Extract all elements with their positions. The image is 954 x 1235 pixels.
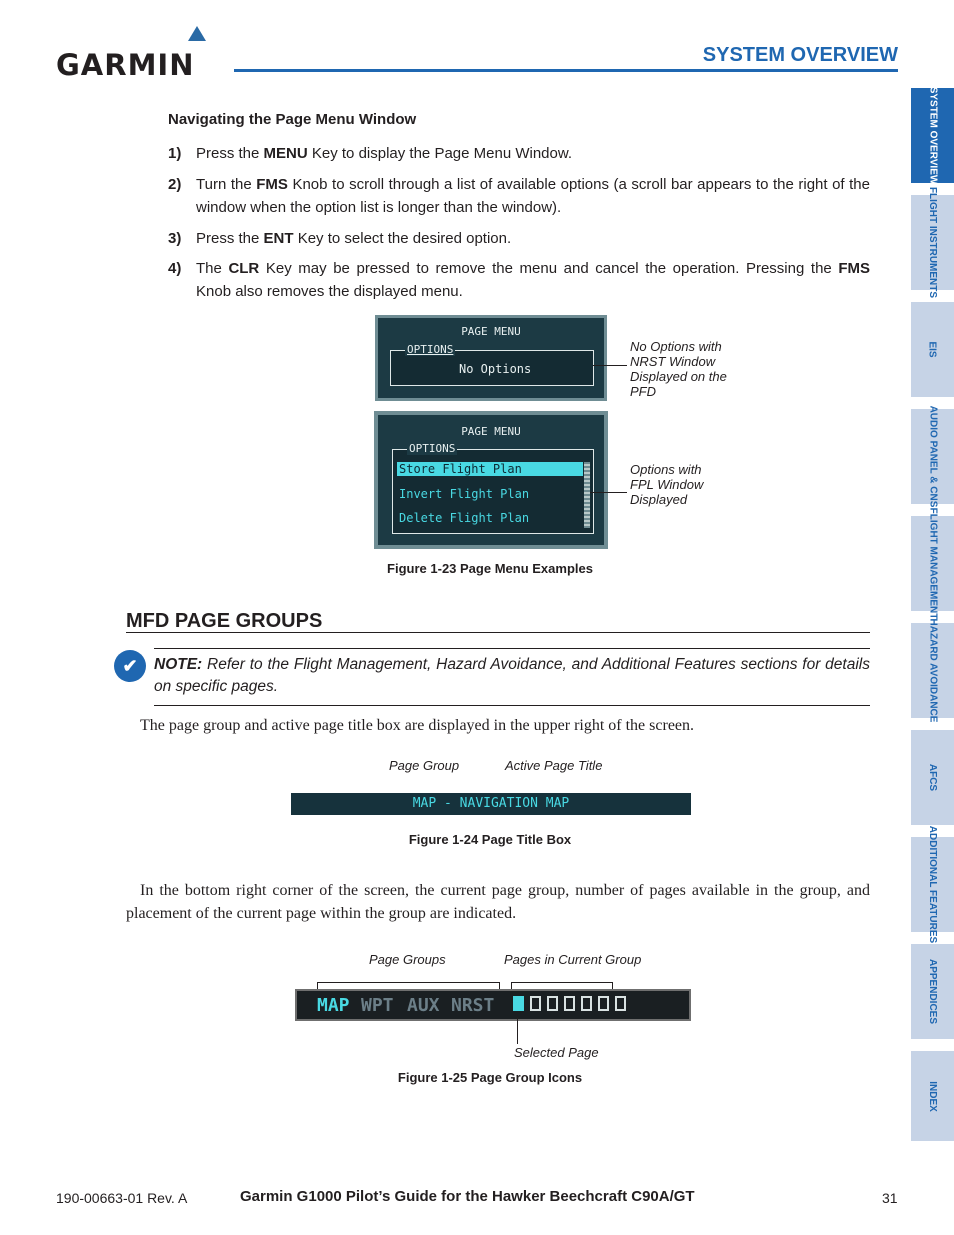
options-box [390,343,594,386]
tab-label: FLIGHT INSTRUMENTS [927,186,939,299]
figure-caption: Figure 1-25 Page Group Icons [397,1070,583,1085]
tab-label: AUDIO PANEL & CNS [927,405,938,508]
page-title-box: MAP - NAVIGATION MAP [291,793,691,815]
options-label: OPTIONS [407,343,454,356]
section-title: SYSTEM OVERVIEW [702,44,898,66]
screen-title: PAGE MENU [461,425,521,438]
options-box [392,442,594,534]
tab-index[interactable] [911,1051,954,1141]
logo-text: GARMIN [56,48,195,82]
tab-label: EIS [927,341,938,358]
menu-item[interactable]: No Options [459,362,532,376]
step-text: Press the [196,145,264,162]
callout-line [590,492,627,493]
page-group-bar [295,989,691,1021]
label-page-group: Page Group [389,758,460,773]
callout-fpl-options: Options with FPL Window Displayed [630,462,704,507]
subsection-heading: Navigating the Page Menu Window [168,111,417,128]
tab-afcs[interactable] [911,730,954,825]
step-text: Turn the [196,176,257,193]
page-menu-screen-no-options [375,315,607,401]
step-text: Key may be pressed to remove the menu and cancel the operation. Pressing the [259,260,839,277]
page-indicator [598,996,609,1011]
step-4 [168,257,870,303]
screen-title: PAGE MENU [461,325,521,338]
garmin-triangle-icon [188,26,206,41]
tab-audio-panel[interactable] [911,405,954,508]
step-text: Knob also removes the displayed menu. [196,283,463,300]
callout-line [517,1017,518,1044]
tab-hazard-avoidance[interactable] [911,618,954,723]
step-text: Key to select the desired option. [293,230,512,247]
figure-caption: Figure 1-23 Page Menu Examples [387,561,593,576]
callout-line [593,365,627,366]
group-map[interactable]: MAP [317,995,350,1016]
tab-eis[interactable] [911,302,954,397]
key-name: ENT [263,230,294,247]
tab-appendices[interactable] [911,944,954,1039]
figure-caption: Figure 1-24 Page Title Box [408,832,572,847]
label-page-groups: Page Groups [369,952,446,967]
note-body: Refer to the Flight Management, Hazard Avoidance, and Additional Features sections for details on specific pages. [154,656,870,695]
tab-flight-management[interactable] [911,507,954,620]
step-number: 1) [168,145,182,162]
page-indicator [547,996,558,1011]
step-number: 2) [168,176,182,193]
page-menu-screen-fpl-options [374,411,608,549]
step-number: 4) [168,260,182,277]
step-text: Knob to scroll through a list of available options (a scroll bar appears to the right of the window when the option list is longer than the window). [196,176,870,216]
page-indicator [581,996,592,1011]
label-active-page-title: Active Page Title [505,758,603,773]
label-selected-page: Selected Page [514,1045,599,1060]
tab-label: FLIGHT MANAGEMENT [927,507,938,620]
tab-label: APPENDICES [927,958,939,1025]
key-name: MENU [263,145,308,162]
page-indicator-selected [513,996,524,1011]
header-rule [234,69,898,72]
options-label: OPTIONS [409,442,456,455]
tab-label: INDEX [927,1080,938,1112]
label-pages-in-current-group: Pages in Current Group [504,952,642,967]
note-label: NOTE: [154,656,203,673]
step-text: Key to display the Page Menu Window. [307,145,573,162]
step-text: Press the [196,230,264,247]
tab-system-overview[interactable] [911,88,954,183]
tab-label: HAZARD AVOIDANCE [927,618,939,723]
page-indicator [530,996,541,1011]
scroll-bar[interactable] [584,462,590,528]
page-number: 31 [882,1190,898,1206]
note-text [154,654,870,698]
tab-label: AFCS [926,763,938,792]
footer-title: Garmin G1000 Pilot’s Guide for the Hawker Beechcraft C90A/GT [240,1188,695,1205]
tab-flight-instruments[interactable] [911,186,954,299]
doc-number: 190-00663-01 Rev. A [56,1190,188,1206]
note-top-rule [154,648,870,649]
section-heading: MFD PAGE GROUPS [126,610,323,632]
step-2 [168,173,870,219]
step-3 [168,227,870,250]
tab-additional-features[interactable] [911,825,954,944]
menu-item-store-flight-plan[interactable]: Store Flight Plan [397,462,583,476]
callout-no-options: No Options with NRST Window Displayed on the PFD [630,339,727,399]
step-text: The [196,260,229,277]
paragraph: In the bottom right corner of the screen, the current page group, number of pages available in the group, and placement of the current page within the group are indicated. [126,882,870,922]
group-nrst[interactable]: NRST [451,995,495,1016]
tab-label: SYSTEM OVERVIEW [927,86,938,185]
step-number: 3) [168,230,182,247]
key-name: CLR [228,260,260,277]
key-name: FMS [256,176,288,193]
menu-item-delete-flight-plan[interactable]: Delete Flight Plan [399,511,530,525]
page-indicator [564,996,575,1011]
step-1 [168,142,870,165]
group-aux[interactable]: AUX [407,995,440,1016]
heading-rule [126,632,870,633]
menu-item-invert-flight-plan[interactable]: Invert Flight Plan [399,487,530,501]
garmin-logo [56,26,221,82]
group-wpt[interactable]: WPT [361,995,394,1016]
key-name: FMS [838,260,871,277]
page-indicator [615,996,626,1011]
tab-label: ADDITIONAL FEATURES [927,825,939,944]
note-check-icon: ✔ [114,650,146,682]
paragraph: The page group and active page title box are displayed in the upper right of the screen. [140,717,695,734]
note-bottom-rule [154,705,870,706]
